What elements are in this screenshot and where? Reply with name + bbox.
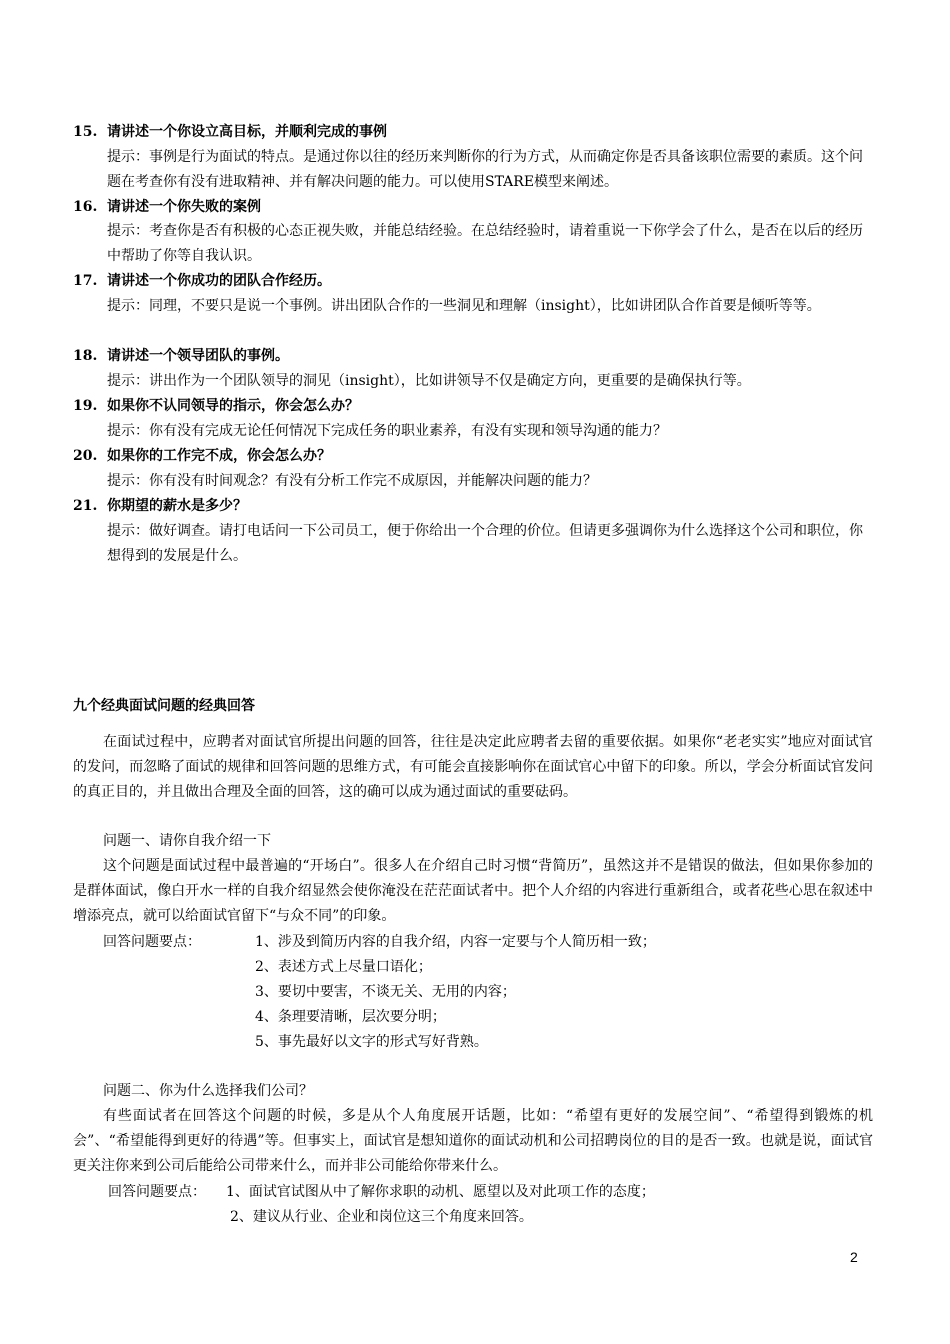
question-17-title: 17. 请讲述一个你成功的团队合作经历。 xyxy=(73,273,331,289)
q1-body: 这个问题是面试过程中最普遍的“开场白”。很多人在介绍自己时习惯“背简历”，虽然这并不是错误的做法，但如果你参加的是群体面试，像白开水一样的自我介绍显然会使你淹没在茫茫面试者中。把个人介绍的内容进行重新组合，或者花些心思在叙述中增添亮点，就可以给面试官留下“与众不同”的印象。 xyxy=(73,858,873,924)
section-title: 九个经典面试问题的经典回答 xyxy=(73,698,255,714)
q1-point: 2、表述方式上尽量口语化； xyxy=(255,959,432,975)
q1-point: 1、涉及到简历内容的自我介绍，内容一定要与个人简历相一致； xyxy=(255,934,656,950)
question-19-hint: 提示：你有没有完成无论任何情况下完成任务的职业素养，有没有实现和领导沟通的能力？ xyxy=(107,423,667,439)
q2-body: 有些面试者在回答这个问题的时候，多是从个人角度展开话题，比如：“希望有更好的发展空间”、“希望得到锻炼的机会”、“希望能得到更好的待遇”等。但事实上，面试官是想知道你的面试动机和公司招聘岗位的目的是否一致。也就是说，面试官更关注你来到公司后能给公司带来什么，而并非公司能给你带来什么。 xyxy=(73,1108,873,1174)
q1-point: 3、要切中要害，不谈无关、无用的内容； xyxy=(255,984,516,1000)
page-number: 2 xyxy=(850,1249,858,1265)
q2-title: 问题二、你为什么选择我们公司？ xyxy=(103,1083,313,1099)
q1-point: 4、条理要清晰，层次要分明； xyxy=(255,1009,446,1025)
q1-title: 问题一、请你自我介绍一下 xyxy=(103,833,271,849)
q2-point: 1、面试官试图从中了解你求职的动机、愿望以及对此项工作的态度； xyxy=(226,1184,655,1200)
question-15-title: 15. 请讲述一个你设立高目标，并顺利完成的事例 xyxy=(73,124,387,140)
question-20-title: 20. 如果你的工作完不成，你会怎么办？ xyxy=(73,448,331,464)
question-19-title: 19. 如果你不认同领导的指示，你会怎么办？ xyxy=(73,398,359,414)
question-18-hint: 提示：讲出作为一个团队领导的洞见（insight），比如讲领导不仅是确定方向，更重要的是确保执行等。 xyxy=(107,373,751,389)
question-18-title: 18. 请讲述一个领导团队的事例。 xyxy=(73,348,289,364)
q1-points-label: 回答问题要点： xyxy=(103,934,201,950)
question-15-hint: 提示：事例是行为面试的特点。是通过你以往的经历来判断你的行为方式，从而确定你是否具备该职位需要的素质。这个问题在考查你有没有进取精神、并有解决问题的能力。可以使用STARE模型来阐述。 xyxy=(107,149,863,190)
q2-point: 2、建议从行业、企业和岗位这三个角度来回答。 xyxy=(230,1209,533,1225)
intro-paragraph: 在面试过程中，应聘者对面试官所提出问题的回答，往往是决定此应聘者去留的重要依据。如果你“老老实实”地应对面试官的发问，而忽略了面试的规律和回答问题的思维方式，有可能会直接影响你在面试官心中留下的印象。所以，学会分析面试官发问的真正目的，并且做出合理及全面的回答，这的确可以成为通过面试的重要砝码。 xyxy=(73,734,873,800)
question-20-hint: 提示：你有没有时间观念？有没有分析工作完不成原因，并能解决问题的能力？ xyxy=(107,473,597,489)
question-16-hint: 提示：考查你是否有积极的心态正视失败，并能总结经验。在总结经验时，请着重说一下你学会了什么，是否在以后的经历中帮助了你等自我认识。 xyxy=(107,223,863,264)
question-16-title: 16. 请讲述一个你失败的案例 xyxy=(73,199,261,215)
question-21-title: 21. 你期望的薪水是多少？ xyxy=(73,498,247,514)
question-17-hint: 提示：同理，不要只是说一个事例。讲出团队合作的一些洞见和理解（insight），比如讲团队合作首要是倾听等等。 xyxy=(107,298,821,314)
q2-points-label: 回答问题要点： xyxy=(108,1184,206,1200)
q1-point: 5、事先最好以文字的形式写好背熟。 xyxy=(255,1034,488,1050)
question-21-hint: 提示：做好调查。请打电话问一下公司员工，便于你给出一个合理的价位。但请更多强调你为什么选择这个公司和职位，你想得到的发展是什么。 xyxy=(107,523,863,564)
